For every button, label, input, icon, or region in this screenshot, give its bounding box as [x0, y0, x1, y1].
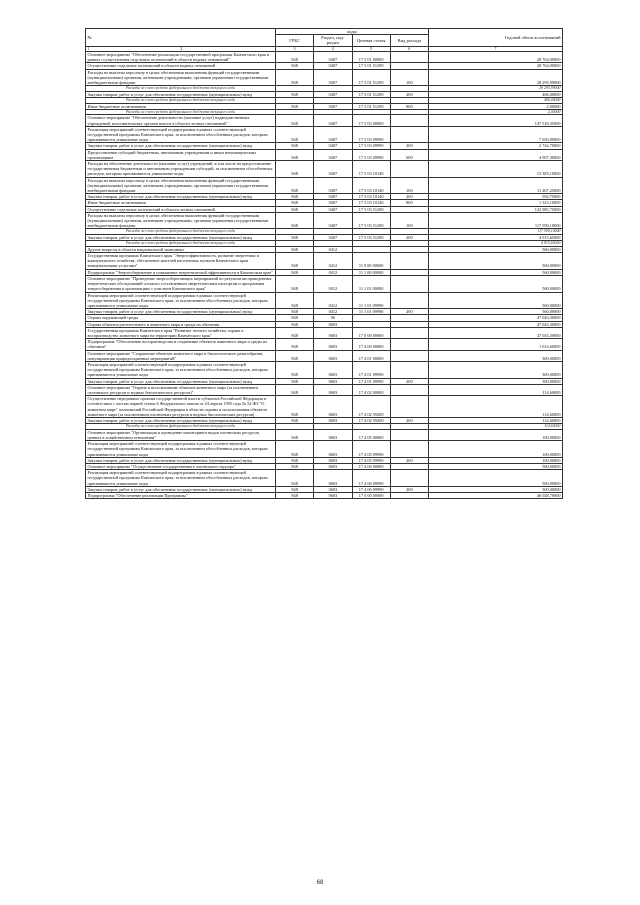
header-vr: Вид расхода [390, 35, 428, 46]
cell-grbs: 848 [276, 126, 314, 143]
cell-sum: 560,00000 [429, 292, 563, 309]
cell-sum: 100,00000 [429, 441, 563, 458]
cell-rzd: 0603 [314, 396, 352, 418]
cell-sum: 500,00000 [429, 486, 563, 492]
cell-grbs: 848 [276, 378, 314, 384]
cell-grbs: 848 [276, 384, 314, 395]
cell-vr [390, 126, 428, 143]
table-row [86, 275, 563, 292]
cell-name: Закупка товаров, работ и услуг для обеспечения государственных (муниципальных) нужд [86, 194, 276, 200]
column-number: 7 [429, 46, 563, 51]
cell-csr: 17 5 03 09990 [352, 149, 390, 160]
cell-vr: 200 [390, 194, 428, 200]
cell-sum: 47 043,30000 [429, 315, 563, 321]
cell-grbs: 848 [276, 493, 314, 499]
cell-grbs: 848 [276, 149, 314, 160]
table-row [86, 253, 563, 270]
cell-grbs: 848 [276, 161, 314, 178]
cell-name: Охрана объектов растительного и животного мира и среды их обитания [86, 321, 276, 327]
cell-grbs: 848 [276, 470, 314, 487]
cell-grbs: 848 [276, 194, 314, 200]
cell-sum: 117 590,10000 [429, 229, 563, 235]
cell-csr: 17 5 00 00000 [352, 493, 390, 499]
cell-sum: 466,00000 [429, 91, 563, 97]
cell-csr: 17 5 03 00000 [352, 115, 390, 126]
cell-csr: 11 1 00 00000 [352, 269, 390, 275]
cell-name: Закупка товаров, работ и услуг для обеспечения государственных (муниципальных) нужд [86, 309, 276, 315]
cell-vr [390, 52, 428, 63]
cell-rzd: 0412 [314, 246, 352, 252]
table-row [86, 361, 563, 378]
cell-csr: 17 4 01 09990 [352, 378, 390, 384]
cell-name: Основное мероприятие "Проведение энергосберегающих мероприятий по результатам проведенных энергетических обследований согласно составленным энергетическим паспортам и программам энергосбережения в организациях с участием Камчатского края" [86, 275, 276, 292]
cell-grbs: 848 [276, 69, 314, 86]
cell-csr: 17 5 01 51290 [352, 69, 390, 86]
cell-sum: 592,75000 [429, 194, 563, 200]
cell-name: Подпрограмма "Обеспечение реализации Программы" [86, 493, 276, 499]
cell-csr: 17 4 00 00000 [352, 339, 390, 350]
cell-vr [390, 275, 428, 292]
cell-grbs: 848 [276, 361, 314, 378]
cell-sum: 300,00000 [429, 350, 563, 361]
cell-csr: 17 4 06 00000 [352, 463, 390, 469]
cell-sum: 28 295,99000 [429, 69, 563, 86]
cell-csr: 17 5 03 10140 [352, 194, 390, 200]
table-row [86, 212, 563, 229]
cell-vr [390, 396, 428, 418]
cell-vr: 100 [390, 212, 428, 229]
cell-vr: 200 [390, 486, 428, 492]
cell-vr [390, 292, 428, 309]
cell-rzd: 0412 [314, 309, 352, 315]
cell-sum: 1 014,60000 [429, 339, 563, 350]
cell-grbs: 848 [276, 200, 314, 206]
cell-csr: 17 0 00 00000 [352, 327, 390, 338]
cell-name: Расходы на выплаты персоналу в целях обеспечения выполнения функций государственными (муниципальными) органами, казенными учреждениями, органами управления государственными внебюджетными фондами [86, 212, 276, 229]
cell-csr: 11 1 01 09990 [352, 309, 390, 315]
cell-grbs: 848 [276, 315, 314, 321]
cell-sum: 114,60000 [429, 424, 563, 430]
cell-grbs: 848 [276, 206, 314, 212]
cell-grbs: 848 [276, 143, 314, 149]
cell-name: Закупка товаров, работ и услуг для обеспечения государственных (муниципальных) нужд [86, 457, 276, 463]
header-rzd: Раздел, под-раздел [314, 35, 352, 46]
table-row [86, 384, 563, 395]
cell-vr: 200 [390, 91, 428, 97]
cell-grbs: 848 [276, 429, 314, 440]
cell-sum: 117 590,10000 [429, 212, 563, 229]
cell-sum: 11 267,25000 [429, 177, 563, 194]
table-row [86, 126, 563, 143]
cell-grbs: 848 [276, 269, 314, 275]
cell-csr: 17 5 01 51290 [352, 91, 390, 97]
cell-csr: 17 4 06 09990 [352, 470, 390, 487]
cell-name: Иные бюджетные ассигнования [86, 103, 276, 109]
cell-name: Основное мероприятие "Организация и проведение мониторинга видов охотничьих ресурсов, ценных в хозяйственном отношении" [86, 429, 276, 440]
cell-sum: 122 985,75000 [429, 206, 563, 212]
cell-vr: 100 [390, 69, 428, 86]
cell-sum: 300,00000 [429, 378, 563, 384]
cell-name: Охрана окружающей среды [86, 315, 276, 321]
cell-grbs: 848 [276, 441, 314, 458]
cell-csr: 17 4 01 09990 [352, 361, 390, 378]
cell-vr: 200 [390, 378, 428, 384]
column-number: 6 [390, 46, 428, 51]
cell-vr: 800 [390, 200, 428, 206]
cell-name: Основное мероприятие "Сохранение объектов животного мира и биологического разнообразия, популяризация природоохранных мероприятий" [86, 350, 276, 361]
cell-csr: 17 5 03 51290 [352, 212, 390, 229]
table-row [86, 339, 563, 350]
table-row [86, 493, 563, 499]
table-row [86, 470, 563, 487]
document-page [85, 28, 563, 499]
table-row [86, 327, 563, 338]
cell-vr [390, 384, 428, 395]
cell-name: Закупка товаров, работ и услуг для обеспечения государственных (муниципальных) нужд [86, 143, 276, 149]
cell-vr: 200 [390, 235, 428, 241]
cell-vr [390, 350, 428, 361]
cell-grbs: 848 [276, 292, 314, 309]
table-row [86, 292, 563, 309]
cell-grbs: 848 [276, 212, 314, 229]
cell-sum: 560,00000 [429, 246, 563, 252]
cell-sum: 4 915,65000 [429, 235, 563, 241]
note-label: Расходы за счет средств федерального бюджета текущего года [86, 241, 276, 247]
note-label: Расходы за счет средств федерального бюджета текущего года [86, 229, 276, 235]
cell-sum: 28 764,00000 [429, 63, 563, 69]
cell-rzd: 0603 [314, 463, 352, 469]
cell-sum: 560,00000 [429, 309, 563, 315]
cell-csr: 17 4 02 00000 [352, 384, 390, 395]
cell-csr: 17 4 02 59200 [352, 417, 390, 423]
cell-name: Основное мероприятие "Осуществление государственного охотничьего надзора" [86, 463, 276, 469]
cell-sum: 46 028,70000 [429, 493, 563, 499]
cell-name: Основное мероприятие "Обеспечение деятельности (оказание услуг) подведомственных учреждений, исполнительных органов власти в области лесных отношений" [86, 115, 276, 126]
cell-csr: 17 5 03 10140 [352, 200, 390, 206]
cell-rzd: 0603 [314, 493, 352, 499]
cell-vr [390, 161, 428, 178]
cell-csr: 17 5 03 10140 [352, 161, 390, 178]
cell-sum: 7 650,00000 [429, 126, 563, 143]
cell-sum: 2,00000 [429, 109, 563, 115]
cell-grbs: 848 [276, 246, 314, 252]
cell-vr [390, 361, 428, 378]
cell-csr: 17 5 01 51290 [352, 63, 390, 69]
cell-name: Государственная программа Камчатского края "Энергоэффективность, развитие энергетики и коммунального хозяйства, обеспечение жителей населенных пунктов Камчатского края коммунальными услугами" [86, 253, 276, 270]
cell-csr: 11 1 01 09990 [352, 292, 390, 309]
cell-csr: 17 5 01 00000 [352, 52, 390, 63]
cell-rzd: 0407 [314, 149, 352, 160]
cell-vr: 200 [390, 309, 428, 315]
cell-vr: 200 [390, 457, 428, 463]
cell-sum: 300,00000 [429, 361, 563, 378]
cell-rzd: 0407 [314, 52, 352, 63]
cell-rzd: 06 [314, 315, 352, 321]
cell-sum: 500,00000 [429, 463, 563, 469]
cell-rzd: 0603 [314, 470, 352, 487]
cell-grbs: 848 [276, 309, 314, 315]
cell-rzd: 0603 [314, 339, 352, 350]
cell-grbs: 848 [276, 321, 314, 327]
cell-name: Предоставление субсидий бюджетным, автономным учреждениям и иным некоммерческим организациям [86, 149, 276, 160]
header-codes: коды [276, 29, 429, 35]
note-label: Расходы за счет средств федерального бюджета текущего года [86, 86, 276, 92]
cell-csr: 17 5 03 10140 [352, 177, 390, 194]
cell-grbs: 848 [276, 350, 314, 361]
cell-grbs: 848 [276, 91, 314, 97]
cell-name: Другие вопросы в области национальной экономики [86, 246, 276, 252]
cell-name: Реализация мероприятий соответствующей подпрограммы в рамках соответствующей государственной программы Камчатского края, за исключением обособленных расходов, которым присваиваются уникальные коды [86, 292, 276, 309]
cell-sum: 4 907,30000 [429, 149, 563, 160]
cell-rzd: 0407 [314, 69, 352, 86]
cell-sum: 560,00000 [429, 253, 563, 270]
cell-rzd: 0407 [314, 235, 352, 241]
cell-rzd: 0407 [314, 194, 352, 200]
cell-rzd: 0412 [314, 253, 352, 270]
cell-rzd: 0603 [314, 378, 352, 384]
cell-name: Государственная программа Камчатского края "Развитие лесного хозяйства, охрана и воспроизводство животного мира на территории Камчатского края" [86, 327, 276, 338]
note-label: Расходы за счет средств федерального бюджета текущего года [86, 424, 276, 430]
header-num: № [86, 29, 276, 47]
cell-sum: 114,60000 [429, 384, 563, 395]
cell-vr [390, 493, 428, 499]
cell-rzd: 0407 [314, 212, 352, 229]
cell-csr: 17 4 01 00000 [352, 350, 390, 361]
cell-rzd: 0407 [314, 63, 352, 69]
cell-grbs: 848 [276, 457, 314, 463]
cell-rzd: 0603 [314, 321, 352, 327]
cell-sum: 47 043,30000 [429, 321, 563, 327]
cell-sum: 2,00000 [429, 103, 563, 109]
cell-rzd: 0412 [314, 292, 352, 309]
table-body [86, 52, 563, 499]
cell-name: Основное мероприятие "Охрана и использование объектов животного мира (за исключением охотничьих ресурсов и водных биологических ресурсов)" [86, 384, 276, 395]
cell-grbs: 848 [276, 275, 314, 292]
cell-grbs: 848 [276, 327, 314, 338]
cell-csr: 11 0 00 00000 [352, 253, 390, 270]
cell-sum: 2 742,70000 [429, 143, 563, 149]
cell-rzd: 0407 [314, 200, 352, 206]
cell-name: Реализация мероприятий соответствующей подпрограммы в рамках соответствующей государственной программы Камчатского края, за исключением обособленных расходов, которым присваиваются уникальные коды [86, 441, 276, 458]
column-number: 4 [314, 46, 352, 51]
table-header [86, 29, 563, 52]
cell-rzd: 0603 [314, 327, 352, 338]
cell-rzd: 0407 [314, 115, 352, 126]
cell-csr: 17 5 01 51290 [352, 103, 390, 109]
cell-name: Основное мероприятие "Обеспечение реализации государственной программы Камчатского края в рамках осуществления отдельных полномочий в области водных отношений" [86, 52, 276, 63]
cell-sum: 28 295,99000 [429, 86, 563, 92]
cell-vr [390, 253, 428, 270]
cell-name: Осуществление отдельных полномочий в области водных отношений [86, 63, 276, 69]
cell-name: Закупка товаров, работ и услуг для обеспечения государственных (муниципальных) нужд [86, 235, 276, 241]
cell-name: Реализация мероприятий соответствующей подпрограммы в рамках соответствующей государственной программы Камчатского края, за исключением обособленных расходов, которым присваиваются уникальные коды [86, 470, 276, 487]
cell-name: Осуществление отдельных полномочий в области лесных отношений [86, 206, 276, 212]
cell-vr [390, 339, 428, 350]
cell-name: Реализация мероприятий соответствующей подпрограммы в рамках соответствующей государственной программы Камчатского края, за исключением обособленных расходов, которым присваиваются уникальные коды [86, 126, 276, 143]
cell-grbs: 848 [276, 253, 314, 270]
cell-sum: 560,00000 [429, 269, 563, 275]
cell-sum: 114,60000 [429, 396, 563, 418]
cell-csr: 17 4 05 09990 [352, 441, 390, 458]
table-row [86, 177, 563, 194]
cell-csr: 17 5 03 51290 [352, 206, 390, 212]
cell-rzd: 0603 [314, 361, 352, 378]
table-row [86, 52, 563, 63]
page-number: 68 [316, 880, 324, 886]
table-row [86, 396, 563, 418]
note-label: Расходы за счет средств федерального бюджета текущего года [86, 109, 276, 115]
cell-name: Иные бюджетные ассигнования [86, 200, 276, 206]
cell-sum: 100,00000 [429, 457, 563, 463]
table-row [86, 429, 563, 440]
cell-rzd: 0407 [314, 161, 352, 178]
cell-rzd: 0407 [314, 126, 352, 143]
cell-grbs: 848 [276, 463, 314, 469]
cell-name: Расходы на выплаты персоналу в целях обеспечения выполнения функций государственными (муниципальными) органами, казенными учреждениями, органами управления государственными внебюджетными фондами [86, 177, 276, 194]
cell-vr: 200 [390, 143, 428, 149]
cell-rzd: 0603 [314, 457, 352, 463]
cell-vr: 800 [390, 103, 428, 109]
cell-csr: 17 4 06 09990 [352, 486, 390, 492]
cell-sum: 560,00000 [429, 275, 563, 292]
cell-name: Осуществление переданных органам государственной власти субъектов Российской Федерации в соответствии с частью первой статьи 6 Федерального закона от 24 апреля 1995 года № 52-ФЗ "О животном мире" полномочий Российской Федерации в области охраны и использования объектов животного мира (за исключением охотничьих ресурсов и водных биологических ресурсов) [86, 396, 276, 418]
cell-sum: 500,00000 [429, 470, 563, 487]
cell-grbs: 848 [276, 115, 314, 126]
cell-name: Закупка товаров, работ и услуг для обеспечения государственных (муниципальных) нужд [86, 378, 276, 384]
column-number: 3 [276, 46, 314, 51]
cell-name: Расходы на выплаты персоналу в целях обеспечения выполнения функций государственными (муниципальными) органами, казенными учреждениями, органами управления государственными внебюджетными фондами [86, 69, 276, 86]
cell-csr: 17 4 05 00000 [352, 429, 390, 440]
cell-name: Реализация мероприятий соответствующей подпрограммы в рамках соответствующей государственной программы Камчатского края, за исключением обособленных расходов, которым присваиваются уникальные коды [86, 361, 276, 378]
cell-rzd: 0603 [314, 384, 352, 395]
column-number: 5 [352, 46, 390, 51]
cell-rzd: 0407 [314, 177, 352, 194]
cell-vr: 200 [390, 417, 428, 423]
budget-table [85, 28, 563, 499]
cell-csr: 17 4 02 59200 [352, 396, 390, 418]
cell-name: Подпрограмма "Обеспечение воспроизводства и сохранение объектов животного мира и среды их обитания" [86, 339, 276, 350]
cell-vr [390, 441, 428, 458]
cell-sum: 114,60000 [429, 417, 563, 423]
cell-name: Закупка товаров, работ и услуг для обеспечения государственных (муниципальных) нужд [86, 417, 276, 423]
header-grbs: ГРБС [276, 35, 314, 46]
cell-vr [390, 470, 428, 487]
cell-csr: 17 5 03 09990 [352, 143, 390, 149]
cell-rzd: 0603 [314, 429, 352, 440]
cell-vr [390, 327, 428, 338]
cell-vr: 100 [390, 177, 428, 194]
cell-grbs: 848 [276, 396, 314, 418]
cell-grbs: 848 [276, 63, 314, 69]
cell-grbs: 848 [276, 486, 314, 492]
cell-name: Закупка товаров, работ и услуг для обеспечения государственных (муниципальных) нужд [86, 486, 276, 492]
cell-sum: 4 915,65000 [429, 241, 563, 247]
cell-rzd: 0603 [314, 350, 352, 361]
cell-sum: 28 764,00000 [429, 52, 563, 63]
table-row [86, 149, 563, 160]
cell-grbs: 848 [276, 103, 314, 109]
cell-csr: 11 1 01 00000 [352, 275, 390, 292]
cell-sum: 1 523,10000 [429, 200, 563, 206]
cell-vr [390, 115, 428, 126]
cell-rzd: 0412 [314, 269, 352, 275]
table-row [86, 69, 563, 86]
cell-csr: 17 5 03 09990 [352, 126, 390, 143]
table-row [86, 350, 563, 361]
cell-rzd: 0603 [314, 441, 352, 458]
cell-vr [390, 429, 428, 440]
header-csr: Целевая статья [352, 35, 390, 46]
cell-sum: 466,00000 [429, 98, 563, 104]
cell-rzd: 0407 [314, 206, 352, 212]
cell-csr: 17 5 03 51290 [352, 235, 390, 241]
cell-rzd: 0407 [314, 103, 352, 109]
cell-sum: 13 383,10000 [429, 161, 563, 178]
cell-rzd: 0603 [314, 486, 352, 492]
cell-vr: 600 [390, 149, 428, 160]
cell-grbs: 848 [276, 52, 314, 63]
cell-grbs: 848 [276, 339, 314, 350]
header-annual: Годовой объем ассигнований [429, 29, 563, 47]
table-row [86, 115, 563, 126]
cell-sum: 47 043,30000 [429, 327, 563, 338]
cell-name: Подпрограмма "Энергосбережение и повышение энергетической эффективности в Камчатском крае" [86, 269, 276, 275]
cell-csr: 17 4 05 09990 [352, 457, 390, 463]
cell-grbs: 848 [276, 417, 314, 423]
cell-sum: 100,00000 [429, 429, 563, 440]
column-number: 1 2 [86, 46, 276, 51]
cell-grbs: 848 [276, 235, 314, 241]
table-row [86, 441, 563, 458]
cell-grbs: 848 [276, 177, 314, 194]
table-row [86, 161, 563, 178]
cell-rzd: 0407 [314, 91, 352, 97]
cell-rzd: 0603 [314, 417, 352, 423]
cell-rzd: 0412 [314, 275, 352, 292]
cell-name: Расходы на обеспечение деятельности (оказание услуг) учреждений, в том числе на предоставление государственным бюджетным и автономным учреждениям субсидий, за исключением обособленных расходов, которым присваиваются уникальные коды [86, 161, 276, 178]
cell-sum: 147 518,35000 [429, 115, 563, 126]
cell-rzd: 0407 [314, 143, 352, 149]
cell-name: Закупка товаров, работ и услуг для обеспечения государственных (муниципальных) нужд [86, 91, 276, 97]
note-label: Расходы за счет средств федерального бюджета текущего года [86, 98, 276, 104]
